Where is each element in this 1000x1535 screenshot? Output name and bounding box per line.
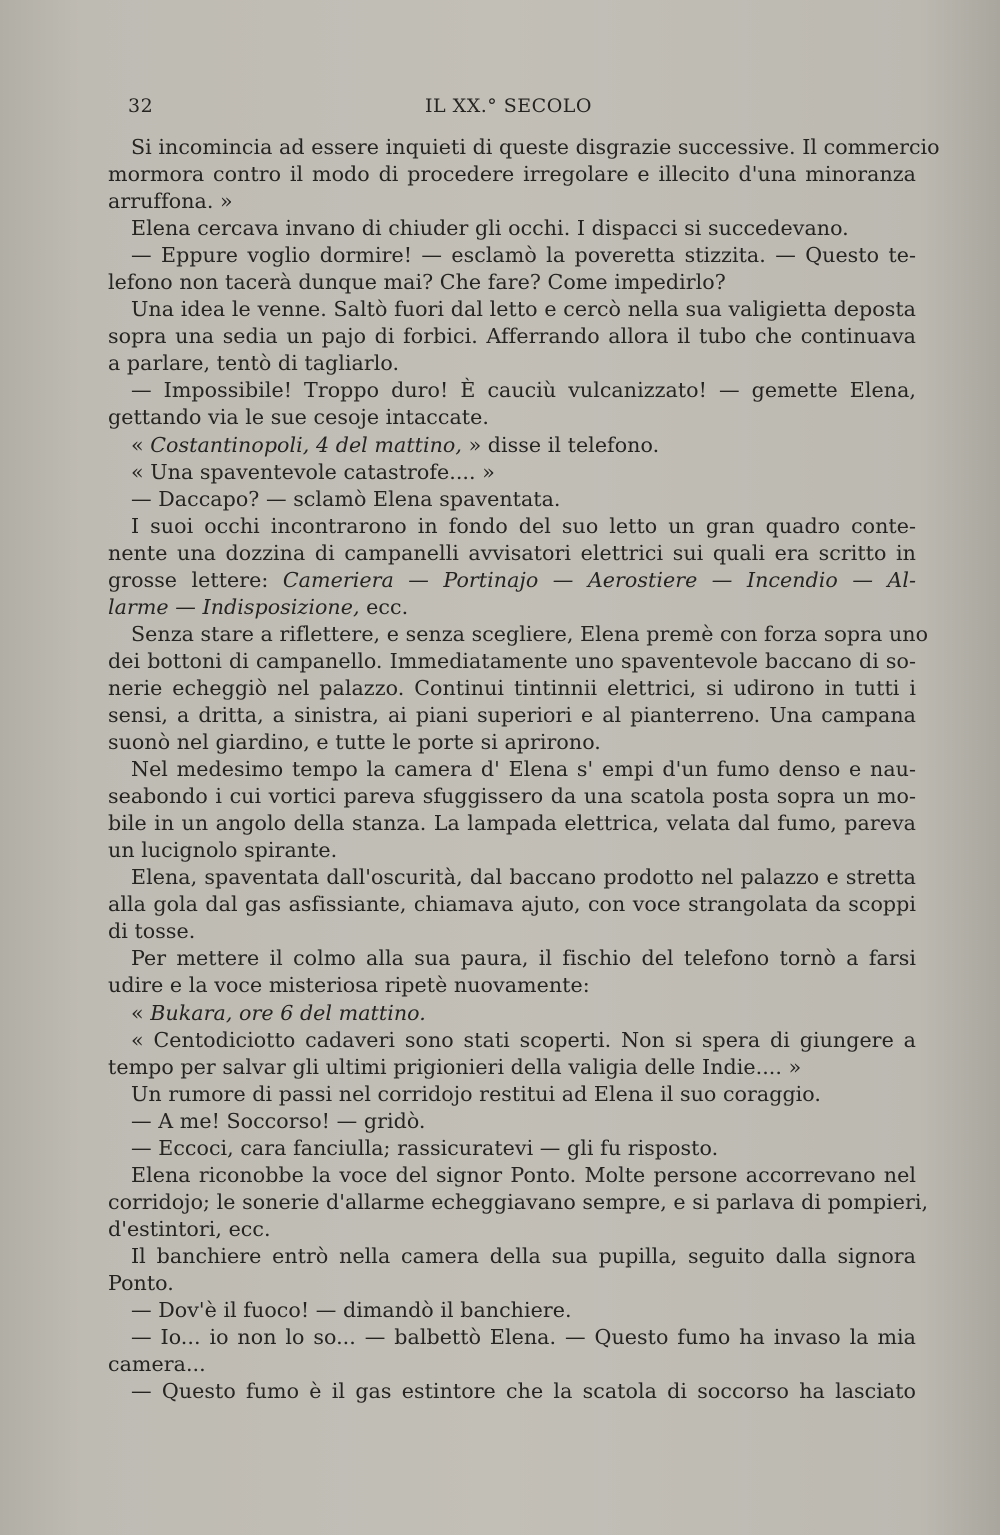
italic-text-run: larme — Indisposizione, (108, 594, 360, 619)
text-line: corridojo; le sonerie d'allarme echeggiavano sempre, e si parlava di pompieri, (108, 1189, 929, 1214)
text-line (108, 567, 916, 594)
text-line: arruffona. » (108, 189, 233, 214)
text-line: un lucignolo spirante. (108, 838, 338, 863)
text-line (108, 1000, 916, 1027)
text-line: — Io... io non lo so... — balbettò Elena. — Questo fumo ha invaso la mia (131, 1325, 916, 1350)
text-line: Un rumore di passi nel corridojo restitui ad Elena il suo coraggio. (131, 1081, 821, 1106)
text-line: Nel medesimo tempo la camera d' Elena s' empi d'un fumo denso e nau- (131, 757, 916, 782)
text-line: « Centodiciotto cadaveri sono stati scoperti. Non si spera di giungere a (131, 1027, 916, 1052)
text-line: d'estintori, ecc. (108, 1216, 271, 1241)
text-line: Il banchiere entrò nella camera della sua pupilla, seguito dalla signora (131, 1243, 916, 1268)
text-line: Ponto. (108, 1270, 174, 1295)
text-line: sensi, a dritta, a sinistra, ai piani superiori e al pianterreno. Una campana (108, 702, 916, 727)
text-run: ecc. (359, 594, 409, 619)
text-line: nerie echeggiò nel palazzo. Continui tintinnii elettrici, si udirono in tutti i (108, 675, 916, 700)
body-text (108, 134, 940, 1405)
italic-text-run: Bukara, ore 6 del mattino. (150, 1000, 426, 1025)
text-line: « Una spaventevole catastrofe.... » (131, 459, 495, 484)
text-line: Elena cercava invano di chiuder gli occhi. I dispacci si succedevano. (131, 216, 849, 241)
text-run: » disse il telefono. (461, 432, 660, 457)
italic-text-run: Cameriera — Portinajo — Aerostiere — Incendio — Al- (282, 567, 917, 592)
text-line: Per mettere il colmo alla sua paura, il fischio del telefono tornò a farsi (131, 946, 916, 971)
text-line: gettando via le sue cesoje intaccate. (108, 405, 489, 430)
text-line: bile in un angolo della stanza. La lampada elettrica, velata dal fumo, pareva (108, 811, 916, 836)
text-line: mormora contro il modo di procedere irregolare e illecito d'una minoranza (108, 162, 916, 187)
text-line: dei bottoni di campanello. Immediatamente uno spaventevole baccano di so- (108, 648, 916, 673)
running-head: IL XX.° SECOLO (425, 95, 592, 117)
text-line (108, 594, 916, 621)
text-line: suonò nel giardino, e tutte le porte si aprirono. (108, 730, 601, 755)
text-line: — Eccoci, cara fanciulla; rassicuratevi — gli fu risposto. (131, 1135, 719, 1160)
text-run: grosse lettere: (108, 567, 283, 592)
text-line: camera... (108, 1352, 206, 1377)
italic-text-run: Costantinopoli, 4 del mattino, (150, 432, 462, 457)
text-run: « (131, 1000, 151, 1025)
page-number: 32 (128, 95, 154, 117)
text-line: — Questo fumo è il gas estintore che la scatola di soccorso ha lasciato (131, 1379, 916, 1404)
text-line: alla gola dal gas asfissiante, chiamava ajuto, con voce strangolata da scoppi (108, 892, 916, 917)
text-line: Elena, spaventata dall'oscurità, dal baccano prodotto nel palazzo e stretta (131, 865, 916, 890)
text-line: — Daccapo? — sclamò Elena spaventata. (131, 486, 561, 511)
text-line: — Impossibile! Troppo duro! È cauciù vulcanizzato! — gemette Elena, (131, 378, 916, 403)
text-line: Si incomincia ad essere inquieti di queste disgrazie successive. Il commercio (131, 135, 940, 159)
text-line: Una idea le venne. Saltò fuori dal letto e cercò nella sua valigietta deposta (131, 297, 916, 322)
text-line: — A me! Soccorso! — gridò. (131, 1108, 426, 1133)
text-line: di tosse. (108, 919, 196, 944)
text-line: a parlare, tentò di tagliarlo. (108, 351, 400, 376)
text-line: Elena riconobbe la voce del signor Ponto. Molte persone accorrevano nel (131, 1162, 916, 1187)
text-line: Senza stare a riflettere, e senza scegliere, Elena premè con forza sopra uno (131, 621, 929, 646)
text-run: « (131, 432, 151, 457)
text-line: sopra una sedia un pajo di forbici. Afferrando allora il tubo che continuava (108, 324, 916, 349)
text-line: tempo per salvar gli ultimi prigionieri della valigia delle Indie.... » (108, 1054, 802, 1079)
text-line: — Dov'è il fuoco! — dimandò il banchiere. (131, 1298, 572, 1323)
text-line: — Eppure voglio dormire! — esclamò la poveretta stizzita. — Questo te- (131, 243, 916, 268)
text-line: lefono non tacerà dunque mai? Che fare? Come impedirlo? (108, 270, 726, 295)
text-line: I suoi occhi incontrarono in fondo del suo letto un gran quadro conte- (131, 513, 916, 538)
text-line (108, 432, 916, 459)
text-line: nente una dozzina di campanelli avvisatori elettrici sui quali era scritto in (108, 540, 916, 565)
text-line: udire e la voce misteriosa ripetè nuovamente: (108, 973, 590, 998)
page-header (0, 95, 1000, 125)
text-line: seabondo i cui vortici pareva sfuggissero da una scatola posta sopra un mo- (108, 784, 916, 809)
